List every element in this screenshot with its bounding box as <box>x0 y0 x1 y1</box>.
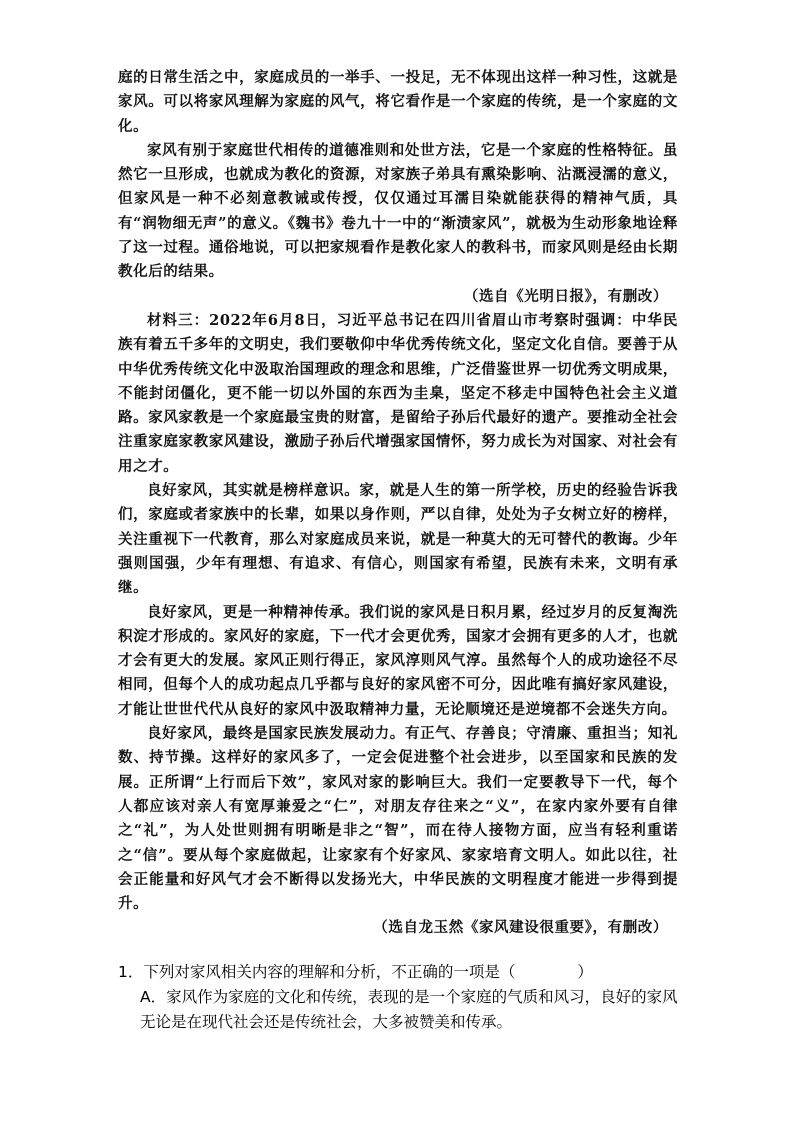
passage-paragraph-1: 庭的日常生活之中，家庭成员的一举手、一投足，无不体现出这样一种习性，这就是家风。可以将家风理解为家庭的风气，将它看作是一个家庭的传统，是一个家庭的文化。 <box>118 69 678 135</box>
question-stem: 1．下列对家风相关内容的理解和分析，不正确的一项是（ ） <box>118 963 593 981</box>
passage-paragraph-3: 材料三：2022年6月8日，习近平总书记在四川省眉山市考察时强调：中华民族有着五千多年的文明史，我们要敬仰中华优秀传统文化，坚定文化自信。要善于从中华优秀传统文化中汲取治国理政的理念和思维，广泛借鉴世界一切优秀文明成果，不能封闭僵化，更不能一切以外国的东西为圭臬，坚定不移走中国特色社会主义道路。家风家教是一个家庭最宝贵的财富，是留给子孙后代最好的遗产。要推动全社会注重家庭家教家风建设，激励子孙后代增强家国情怀，努力成长为对国家、对社会有用之才。 <box>118 311 678 475</box>
passage-source-2: （选自龙玉然《家风建设很重要》，有删改） <box>373 919 668 937</box>
question-1 <box>118 960 688 1035</box>
passage-paragraph-5: 良好家风，更是一种精神传承。我们说的家风是日积月累，经过岁月的反复淘洗积淀才形成的。家风好的家庭，下一代才会更优秀，国家才会拥有更多的人才，也就才会有更大的发展。家风正则行得正，家风淳则风气淳。虽然每个人的成功途径不尽相同，但每个人的成功起点几乎都与良好的家风密不可分，因此唯有搞好家风建设，才能让世世代代从良好的家风中汲取精神力量，无论顺境还是逆境都不会迷失方向。 <box>118 603 678 718</box>
passage-source-1: （选自《光明日报》，有删改） <box>463 287 668 305</box>
reading-passage <box>118 66 678 941</box>
question-option-a: A．家风作为家庭的文化和传统，表现的是一个家庭的气质和风习，良好的家风无论是在现代社会还是传统社会，大多被赞美和传承。 <box>140 988 678 1031</box>
passage-paragraph-2: 家风有别于家庭世代相传的道德准则和处世方法，它是一个家庭的性格特征。虽然它一旦形成，也就成为教化的资源，对家族子弟具有熏染影响、沾溉浸濡的意义，但家风是一种不必刻意教诫或传授，仅仅通过耳濡目染就能获得的精神气质，具有“润物细无声”的意义。《魏书》卷九十一中的“渐渍家风”，就极为生动形象地诠释了这一过程。通俗地说，可以把家规看作是教化家人的教科书，而家风则是经由长期教化后的结果。 <box>118 141 678 281</box>
passage-paragraph-6: 良好家风，最终是国家民族发展动力。有正气、存善良；守清廉、重担当；知礼数、持节操。这样好的家风多了，一定会促进整个社会进步，以至国家和民族的发展。正所谓“上行而后下效”，家风对家的影响巨大。我们一定要教导下一代，每个人都应该对亲人有宽厚兼爱之“仁”，对朋友存往来之“义”，在家内家外要有自律之“礼”，为人处世则拥有明晰是非之“智”，而在待人接物方面，应当有轻利重诺之“信”。要从每个家庭做起，让家家有个好家风、家家培育文明人。如此以往，社会正能量和好风气才会不断得以发扬光大，中华民族的文明程度才能进一步得到提升。 <box>118 725 678 913</box>
passage-paragraph-4: 良好家风，其实就是榜样意识。家，就是人生的第一所学校，历史的经验告诉我们，家庭或者家族中的长辈，如果以身作则，严以自律，处处为子女树立好的榜样，关注重视下一代教育，那么对家庭成员来说，就是一种莫大的无可替代的教诲。少年强则国强，少年有理想、有追求、有信心，则国家有希望，民族有未来，文明有承继。 <box>118 482 678 597</box>
